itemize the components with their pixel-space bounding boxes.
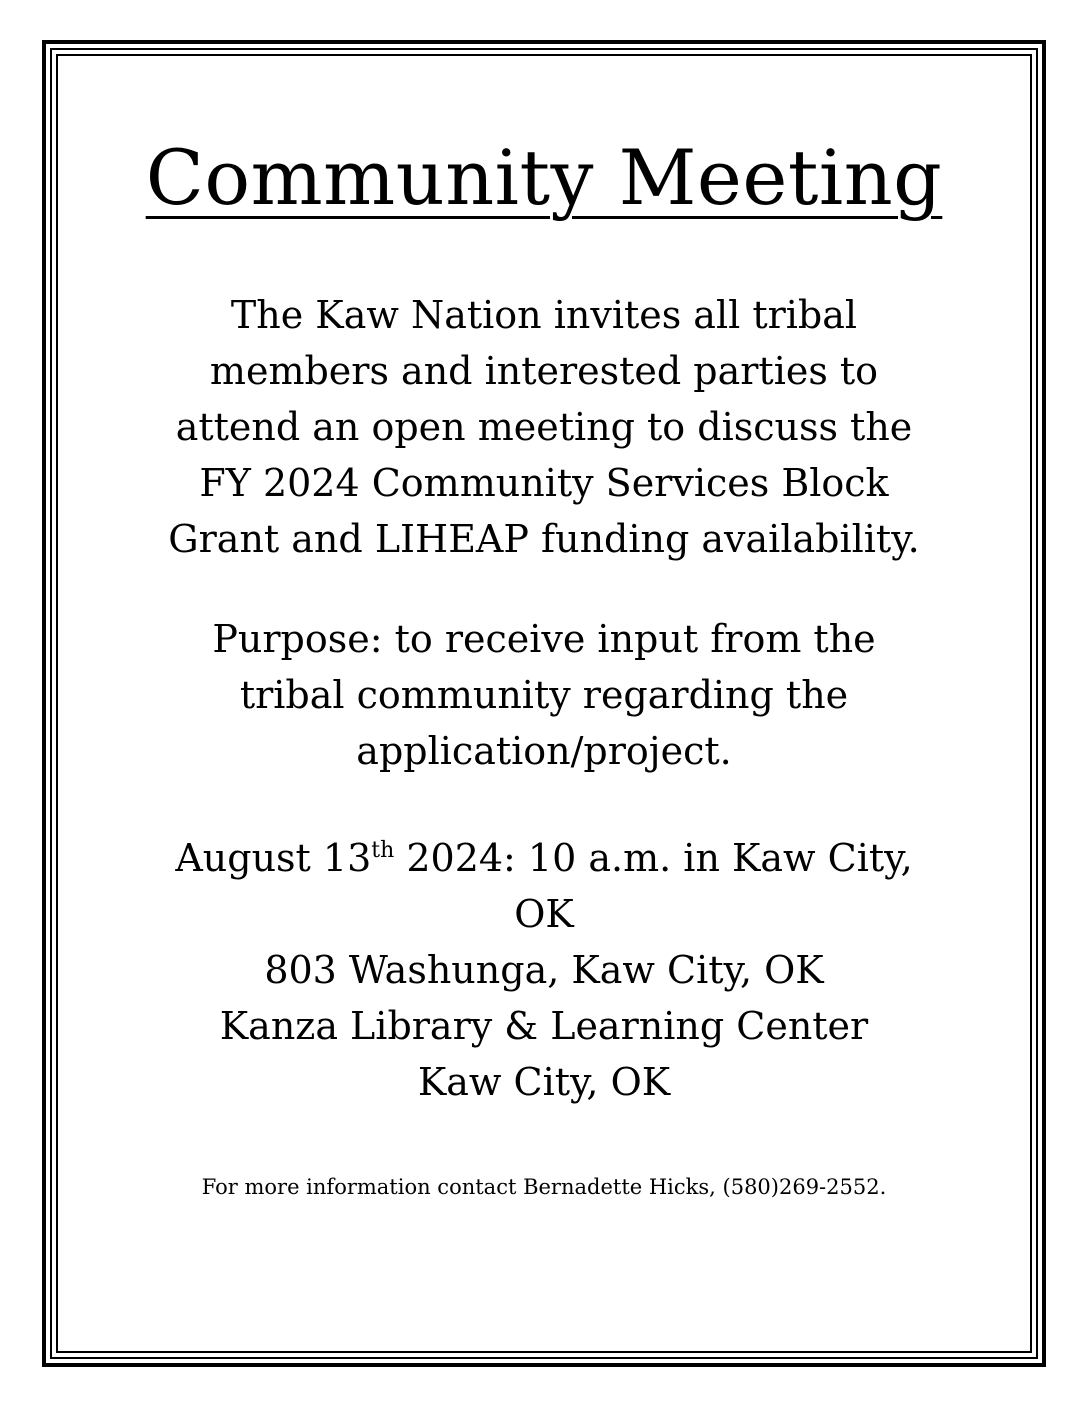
intro-line: attend an open meeting to discuss the xyxy=(175,405,913,449)
intro-paragraph xyxy=(80,287,1008,567)
intro-line: members and interested parties to xyxy=(209,349,879,393)
page-title: Community Meeting xyxy=(145,133,943,222)
intro-line: The Kaw Nation invites all tribal xyxy=(230,293,858,337)
event-date: August 13 xyxy=(175,836,372,880)
date-ordinal-suffix: th xyxy=(371,838,395,863)
event-time-location: 2024: 10 a.m. in Kaw City, xyxy=(394,836,913,880)
purpose-paragraph xyxy=(80,611,1008,779)
purpose-line: Purpose: to receive input from the xyxy=(212,617,876,661)
purpose-line: tribal community regarding the xyxy=(239,673,849,717)
intro-line: FY 2024 Community Services Block xyxy=(199,461,889,505)
contact-info: For more information contact Bernadette Hicks, (580)269-2552. xyxy=(201,1175,887,1199)
event-state: OK xyxy=(514,892,574,936)
event-city: Kaw City, OK xyxy=(417,1060,671,1104)
event-details xyxy=(80,830,1008,1110)
intro-line: Grant and LIHEAP funding availability. xyxy=(168,517,920,561)
purpose-line: application/project. xyxy=(356,729,732,773)
event-venue: Kanza Library & Learning Center xyxy=(219,1004,869,1048)
event-date-time xyxy=(80,830,1008,886)
event-address: 803 Washunga, Kaw City, OK xyxy=(264,948,824,992)
